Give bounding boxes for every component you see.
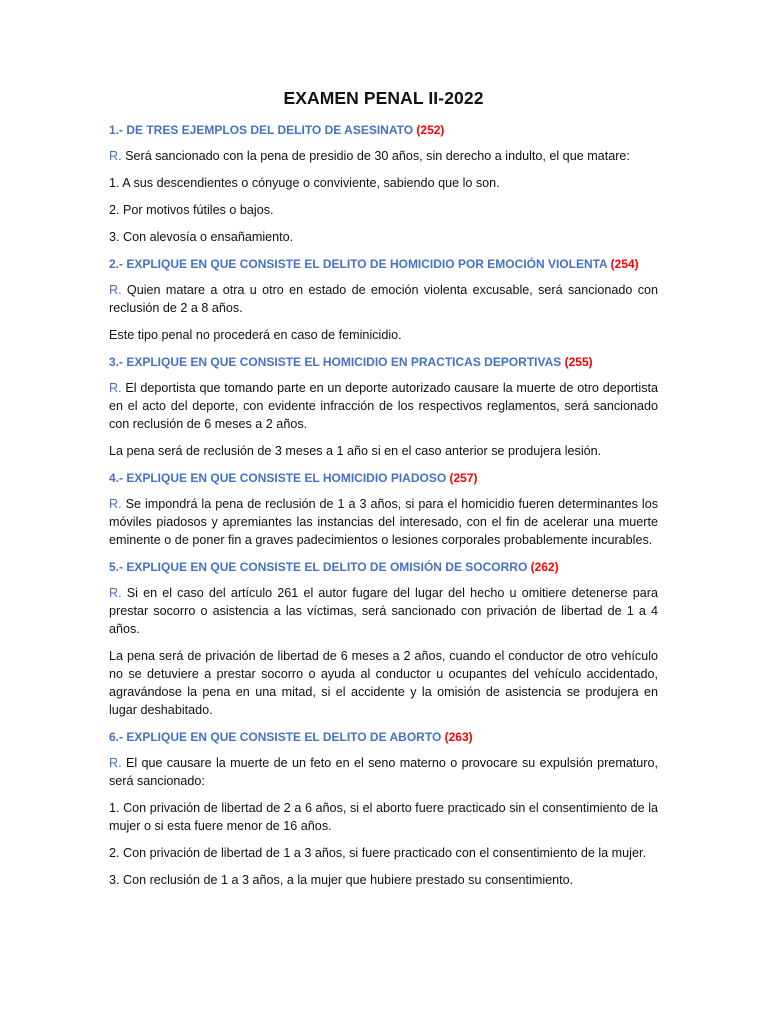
question-section	[109, 558, 658, 719]
question-heading-text: 2.- EXPLIQUE EN QUE CONSISTE EL DELITO DE HOMICIDIO POR EMOCIÓN VIOLENTA	[109, 257, 608, 271]
article-reference: (263)	[444, 730, 473, 744]
answer-paragraph	[109, 281, 658, 317]
body-paragraph: La pena será de privación de libertad de 6 meses a 2 años, cuando el conductor de otro vehículo no se detuviere a prestar socorro o ayuda al conductor u ocupantes del vehículo accidentado, agravándose la pena en una mitad, si el accidente y la omisión de asistencia se produjera en lugar deshabitado.	[109, 649, 658, 717]
body-paragraph: 3. Con reclusión de 1 a 3 años, a la mujer que hubiere prestado su consentimiento.	[109, 873, 574, 887]
answer-paragraph	[109, 584, 658, 638]
body-paragraph: Este tipo penal no procederá en caso de feminicidio.	[109, 328, 402, 342]
answer-text: Si en el caso del artículo 261 el autor fugare del lugar del hecho u omitiere detenerse para prestar socorro o asistencia a las víctimas, será sancionado con privación de libertad de 1 a 4 años.	[109, 586, 658, 636]
question-heading	[109, 353, 658, 371]
questions-container	[109, 121, 658, 889]
answer-text: El deportista que tomando parte en un deporte autorizado causare la muerte de otro deportista en el acto del deporte, con evidente infracción de los respectivos reglamentos, será sancionado con reclusión de 6 meses a 2 años.	[109, 381, 659, 431]
answer-marker: R.	[109, 497, 122, 511]
question-heading-text: 3.- EXPLIQUE EN QUE CONSISTE EL HOMICIDIO EN PRACTICAS DEPORTIVAS	[109, 355, 562, 369]
article-reference: (257)	[449, 471, 478, 485]
question-section	[109, 353, 658, 460]
answer-text: Se impondrá la pena de reclusión de 1 a 3 años, si para el homicidio fueren determinantes los móviles piadosos y apremiantes las instancias del interesado, con el fin de acelerar una muerte eminente o de poner fin a graves padecimientos o lesiones corporales probablemente incurables.	[109, 497, 659, 547]
article-reference: (255)	[564, 355, 593, 369]
answer-marker: R.	[109, 381, 122, 395]
article-reference: (252)	[416, 123, 445, 137]
body-paragraph: 2. Por motivos fútiles o bajos.	[109, 203, 274, 217]
body-paragraph: La pena será de reclusión de 3 meses a 1 año si en el caso anterior se produjera lesión.	[109, 444, 602, 458]
answer-marker: R.	[109, 149, 122, 163]
question-section	[109, 121, 658, 246]
article-reference: (254)	[610, 257, 639, 271]
answer-text: Quien matare a otra u otro en estado de emoción violenta excusable, será sancionado con reclusión de 2 a 8 años.	[109, 283, 658, 315]
question-heading	[109, 121, 658, 139]
answer-marker: R.	[109, 283, 122, 297]
question-heading	[109, 558, 658, 576]
answer-marker: R.	[109, 756, 122, 770]
body-paragraph: 1. Con privación de libertad de 2 a 6 años, si el aborto fuere practicado sin el consentimiento de la mujer o si esta fuere menor de 16 años.	[109, 801, 658, 833]
question-heading	[109, 728, 658, 746]
question-heading	[109, 469, 658, 487]
answer-paragraph	[109, 754, 658, 790]
question-section	[109, 469, 658, 549]
answer-text: El que causare la muerte de un feto en el seno materno o provocare su expulsión prematuro, será sancionado:	[109, 756, 659, 788]
question-section	[109, 728, 658, 889]
body-paragraph: 2. Con privación de libertad de 1 a 3 años, si fuere practicado con el consentimiento de la mujer.	[109, 846, 646, 860]
document-title: EXAMEN PENAL II-2022	[283, 88, 484, 108]
answer-paragraph	[109, 379, 658, 433]
question-heading-text: 1.- DE TRES EJEMPLOS DEL DELITO DE ASESINATO	[109, 123, 414, 137]
question-section	[109, 255, 658, 344]
article-reference: (262)	[530, 560, 559, 574]
answer-marker: R.	[109, 586, 122, 600]
answer-paragraph	[109, 495, 658, 549]
question-heading-text: 5.- EXPLIQUE EN QUE CONSISTE EL DELITO DE OMISIÓN DE SOCORRO	[109, 560, 528, 574]
question-heading	[109, 255, 658, 273]
question-heading-text: 6.- EXPLIQUE EN QUE CONSISTE EL DELITO DE ABORTO	[109, 730, 442, 744]
body-paragraph: 3. Con alevosía o ensañamiento.	[109, 230, 294, 244]
question-heading-text: 4.- EXPLIQUE EN QUE CONSISTE EL HOMICIDIO PIADOSO	[109, 471, 447, 485]
answer-paragraph	[109, 147, 658, 165]
body-paragraph: 1. A sus descendientes o cónyuge o conviviente, sabiendo que lo son.	[109, 176, 500, 190]
answer-text: Será sancionado con la pena de presidio de 30 años, sin derecho a indulto, el que matare:	[125, 149, 630, 163]
